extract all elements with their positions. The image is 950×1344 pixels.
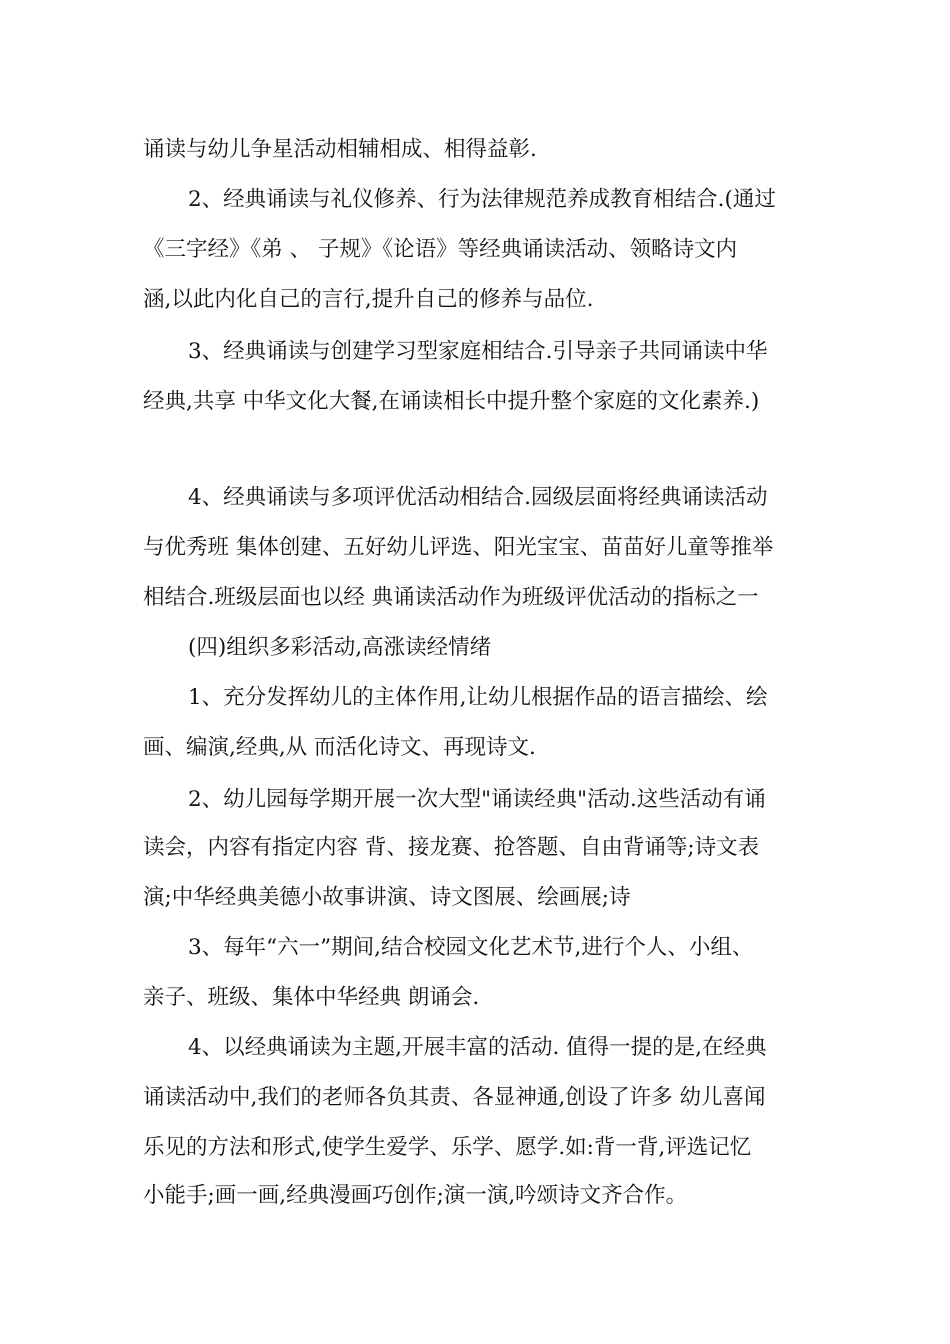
text-line: 2、经典诵读与礼仪修养、行为法律规范养成教育相结合.(通过 (188, 187, 776, 212)
text-line: 亲子、班级、集体中华经典 朗诵会. (143, 985, 480, 1010)
text-line: 4、以经典诵读为主题,开展丰富的活动. 值得一提的是,在经典 (188, 1035, 767, 1060)
text-line: 读会，内容有指定内容 背、接龙赛、抢答题、自由背诵等;诗文表 (143, 835, 760, 860)
text-line: 3、经典诵读与创建学习型家庭相结合.引导亲子共同诵读中华 (188, 339, 768, 364)
text-line: 画、编演,经典,从 而活化诗文、再现诗文. (143, 735, 536, 760)
text-line: 与优秀班 集体创建、五好幼儿评选、阳光宝宝、苗苗好儿童等推举 (143, 535, 774, 560)
text-line: 3、每年“六一”期间,结合校园文化艺术节,进行个人、小组、 (188, 935, 754, 960)
text-line: 乐见的方法和形式,使学生爱学、乐学、愿学.如:背一背,评选记忆 (143, 1135, 752, 1160)
text-line: 1、充分发挥幼儿的主体作用,让幼儿根据作品的语言描绘、绘 (188, 685, 768, 710)
text-line: 相结合.班级层面也以经 典诵读活动作为班级评优活动的指标之一 (143, 585, 759, 610)
text-line: 小能手;画一画,经典漫画巧创作;演一演,吟颂诗文齐合作。 (143, 1183, 688, 1208)
text-line: 4、经典诵读与多项评优活动相结合.园级层面将经典诵读活动 (188, 485, 768, 510)
text-line: 2、幼儿园每学期开展一次大型"诵读经典"活动.这些活动有诵 (188, 787, 766, 812)
text-line: 涵,以此内化自己的言行,提升自己的修养与品位. (143, 287, 594, 312)
text-line: (四)组织多彩活动,高涨读经情绪 (188, 635, 492, 660)
text-line: 经典,共享 中华文化大餐,在诵读相长中提升整个家庭的文化素养.) (143, 389, 760, 414)
text-line: 《三字经》《弟 、 子规》《论语》等经典诵读活动、领略诗文内 (143, 237, 738, 262)
text-line: 诵读与幼儿争星活动相辅相成、相得益彰. (143, 137, 537, 162)
text-line: 诵读活动中,我们的老师各负其责、各显神通,创设了许多 幼儿喜闻 (143, 1085, 766, 1110)
text-line: 演;中华经典美德小故事讲演、诗文图展、绘画展;诗 (143, 885, 631, 910)
